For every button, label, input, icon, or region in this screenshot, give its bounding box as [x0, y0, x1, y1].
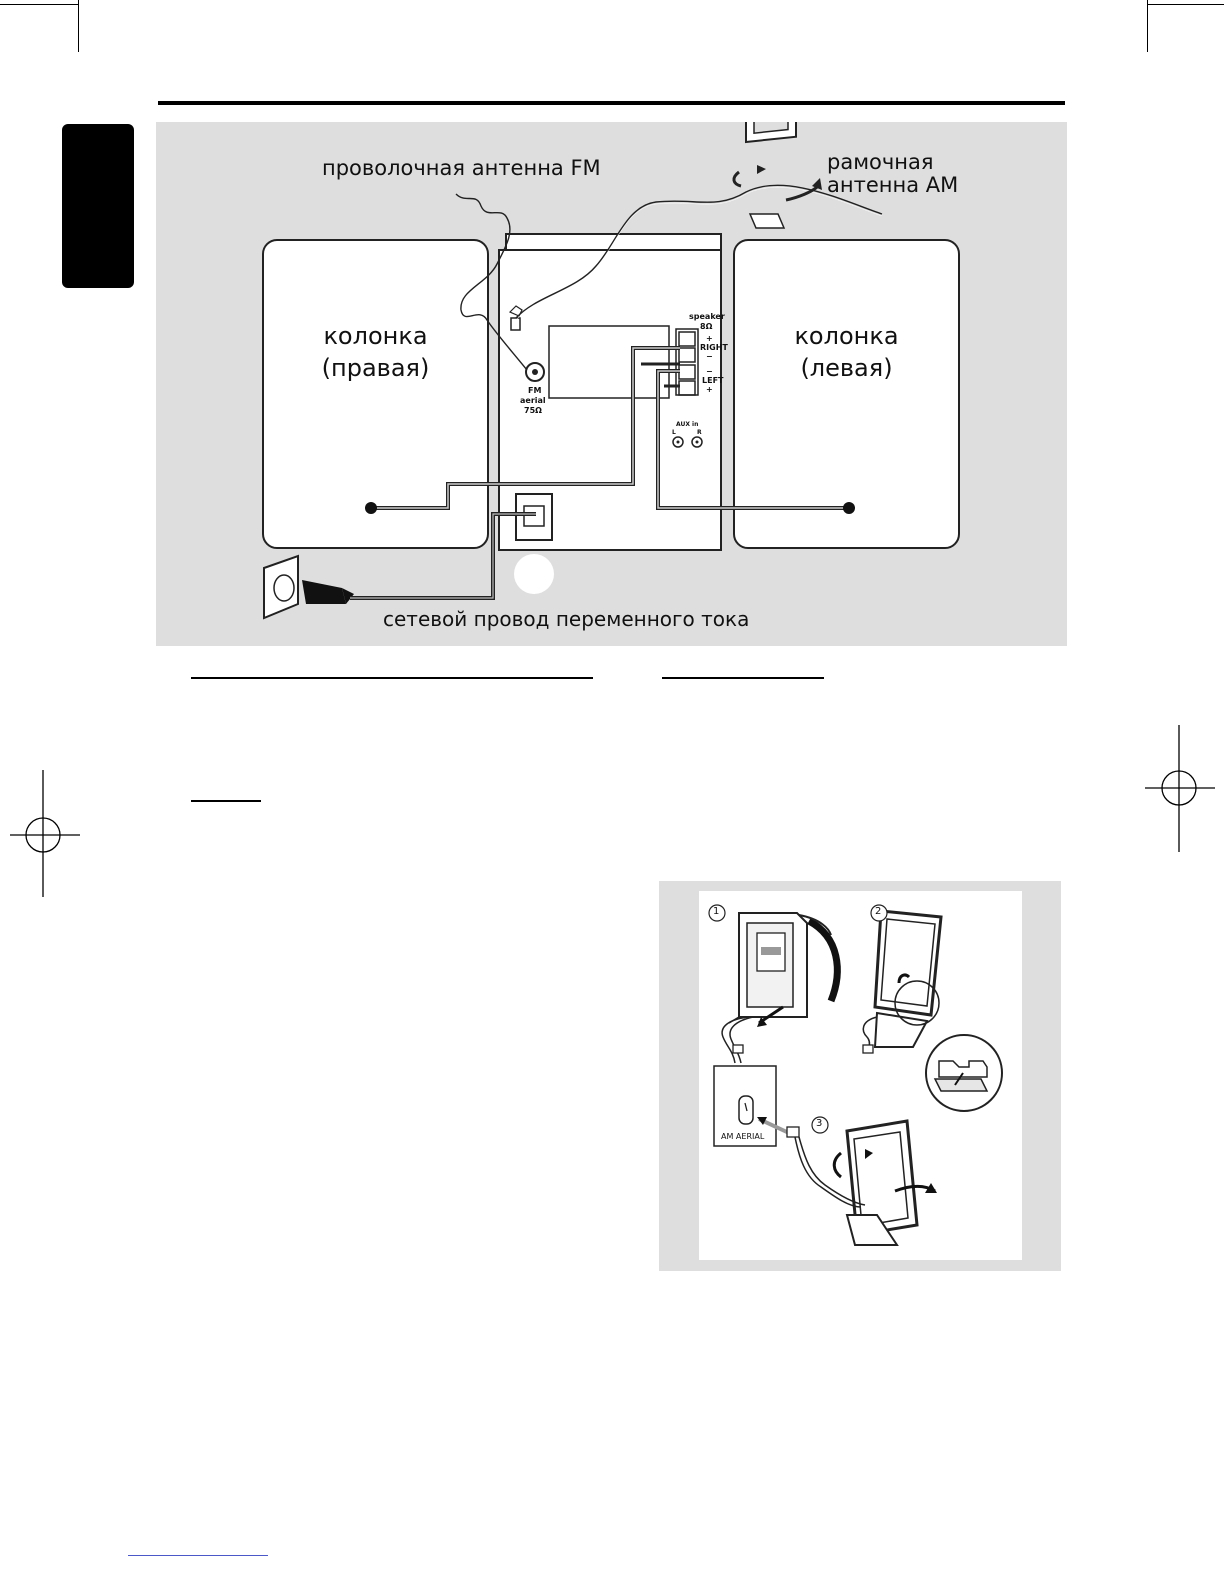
callout-circle — [514, 554, 554, 594]
crop-mark-top-left — [0, 4, 78, 5]
ac-cord-label: сетевой провод переменного тока — [383, 607, 750, 631]
am-aerial-jack-label: AM AERIAL — [721, 1132, 765, 1141]
speaker-left-label-line2: (левая) — [800, 354, 893, 382]
header-rule — [158, 101, 1065, 105]
speaker-right-label — [263, 320, 488, 384]
aux-l-label: L — [672, 429, 676, 436]
right-channel-label: RIGHT — [700, 343, 728, 352]
fm-aerial-line2: aerial — [520, 396, 546, 405]
am-antenna-label-line2: антенна AM — [827, 173, 959, 197]
speaker-left — [734, 240, 959, 548]
section-heading-rule-1 — [191, 677, 593, 679]
speaker-terminal-label: speaker — [689, 312, 725, 321]
subsection-heading-rule — [191, 800, 261, 802]
speaker-right — [263, 240, 488, 548]
footer-rule — [128, 1555, 268, 1556]
registration-mark-right — [1135, 720, 1224, 855]
wall-outlet — [264, 556, 298, 618]
left-plus-label: + — [706, 385, 713, 394]
impedance-label: 8Ω — [700, 322, 713, 331]
speaker-right-label-line1: колонка — [323, 322, 428, 350]
connection-diagram — [156, 122, 1067, 646]
right-minus-label: − — [706, 352, 713, 361]
speaker-right-label-line2: (правая) — [321, 354, 430, 382]
crop-mark-top-right — [1147, 4, 1224, 5]
registration-mark-left — [0, 760, 90, 900]
power-socket — [516, 494, 552, 540]
aux-r-label: R — [697, 429, 702, 436]
am-antenna-figure-canvas — [699, 891, 1022, 1260]
step3-number: 3 — [816, 1118, 823, 1129]
power-plug — [302, 580, 354, 604]
step2-number: 2 — [875, 906, 882, 917]
right-plus-label: + — [706, 334, 713, 343]
aux-in-label: AUX in — [676, 421, 699, 428]
speaker-left-label-line1: колонка — [794, 322, 899, 350]
step3-illustration — [714, 1066, 937, 1245]
am-jack — [511, 318, 520, 330]
fm-antenna-label: проволочная антенна FM — [322, 156, 601, 180]
crop-mark-top-right-vertical — [1147, 0, 1148, 52]
section-heading-rule-2 — [662, 677, 824, 679]
fm-aerial-line3: 75Ω — [524, 406, 542, 415]
fm-aerial-line1: FM — [528, 386, 542, 395]
language-tab — [62, 124, 134, 288]
left-minus-label: − — [706, 367, 713, 376]
am-loop-antenna — [734, 122, 822, 228]
step1-illustration — [722, 913, 837, 1063]
connection-diagram-drawing — [156, 122, 1067, 646]
crop-mark-top-left-vertical — [78, 0, 79, 52]
am-antenna-figure-drawing — [699, 891, 1022, 1260]
step1-number: 1 — [713, 906, 720, 917]
speaker-left-label — [734, 320, 959, 384]
am-antenna-label-line1: рамочная — [827, 150, 934, 174]
left-channel-label: LEFT — [702, 376, 724, 385]
step2-illustration — [863, 911, 1002, 1111]
am-antenna-figure — [659, 881, 1061, 1271]
